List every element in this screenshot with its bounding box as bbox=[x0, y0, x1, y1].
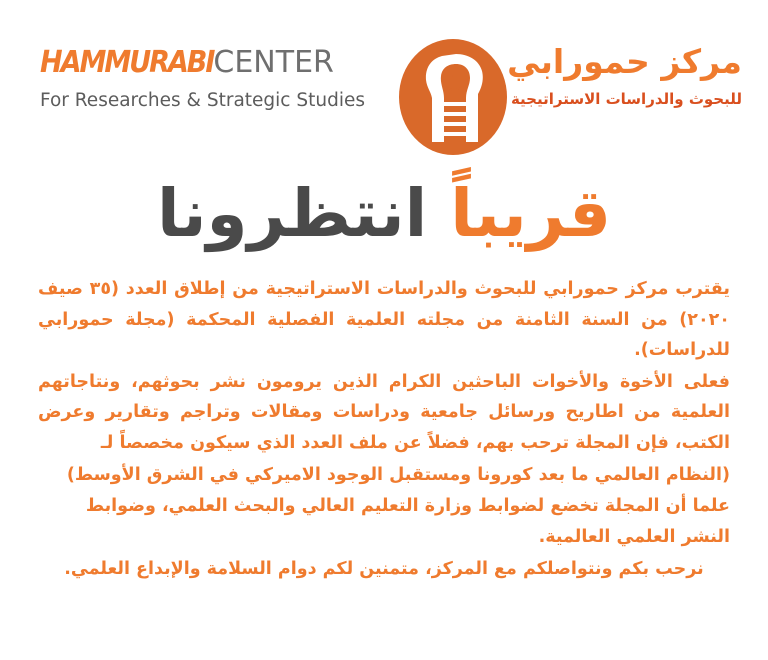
logo-english-center: CENTER bbox=[213, 45, 334, 80]
paragraph-2: فعلى الأخوة والأخوات الباحثين الكرام الذين يرومون نشر بحوثهم، ونتاجاتهم العلمية من اطاريح ورسائل جامعية ودراسات ومقالات وتراجم وتقارير وعرض الكتب، فإن المجلة ترحب بهم، فضلاً عن ملف العدد الذي سيكون مخصصاً لـ bbox=[38, 371, 730, 454]
header bbox=[0, 0, 768, 170]
body-text bbox=[38, 274, 730, 584]
paragraph-1: يقترب مركز حمورابي للبحوث والدراسات الاستراتيجية من إطلاق العدد (٣٥ صيف ٢٠٢٠) من السنة الثامنة من مجلته العلمية الفصلية المحكمة (مجلة حمورابي للدراسات). bbox=[38, 278, 730, 361]
paragraph-3: (النظام العالمي ما بعد كورونا ومستقبل الوجود الاميركي في الشرق الأوسط) bbox=[66, 464, 730, 485]
logo-arabic bbox=[492, 44, 742, 108]
paragraph-5: نرحب بكم ونتواصلكم مع المركز، متمنين لكم دوام السلامة والإبداع العلمي. bbox=[64, 558, 704, 579]
logo-arabic-subtitle: للبحوث والدراسات الاستراتيجية bbox=[510, 90, 742, 109]
headline-word-soon: قريباً bbox=[450, 175, 612, 252]
logo-english bbox=[40, 45, 380, 111]
headline-word-wait: انتظرونا bbox=[156, 175, 428, 252]
logo-arabic-main: مركز حمورابي bbox=[507, 42, 742, 81]
headline bbox=[0, 176, 768, 252]
logo-english-main bbox=[40, 45, 380, 80]
logo-english-brand: HAMMURABI bbox=[40, 45, 214, 80]
paragraph-4: علما أن المجلة تخضع لضوابط وزارة التعليم العالي والبحث العلمي، وضوابط النشر العلمي العالمية. bbox=[85, 496, 730, 547]
logo-english-subtitle: For Researches & Strategic Studies bbox=[40, 90, 365, 111]
